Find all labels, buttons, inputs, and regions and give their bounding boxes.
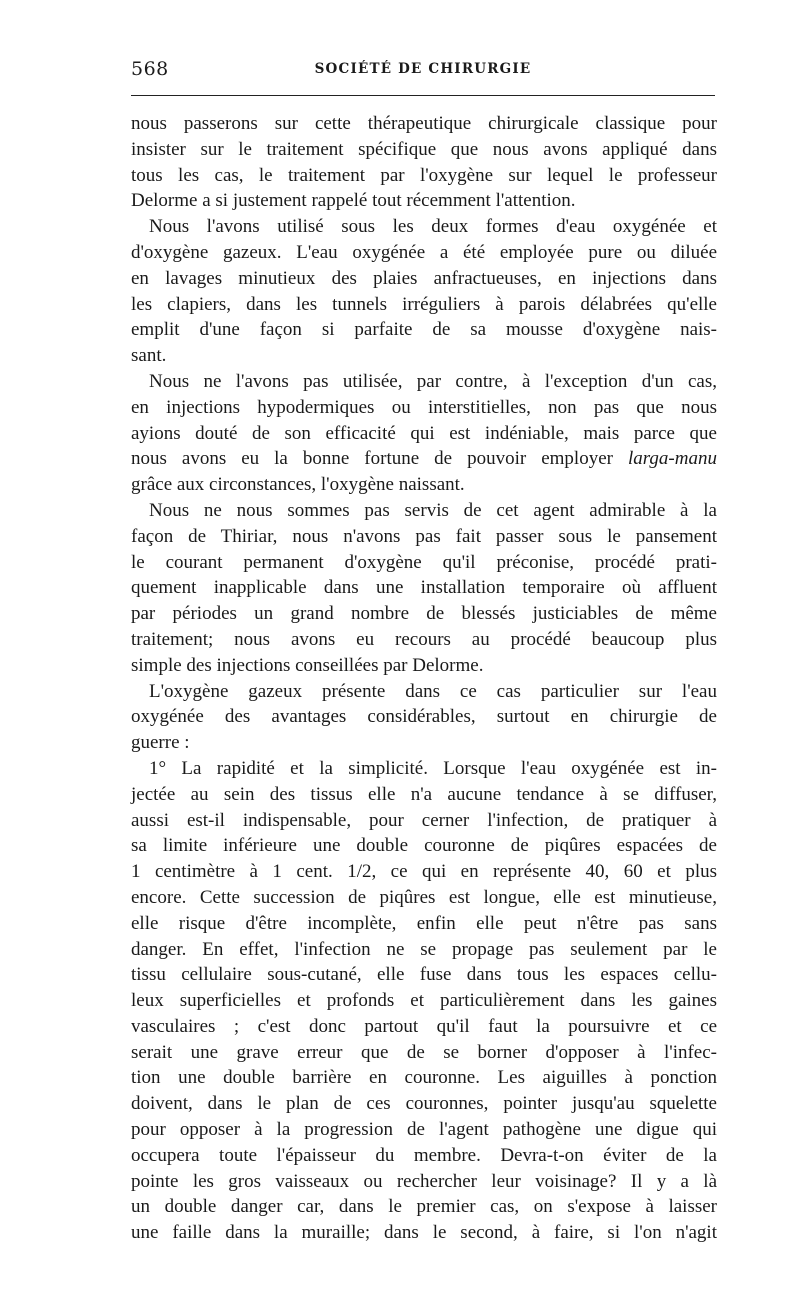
text-line: serait une grave erreur que de se borner d'opposer à l'infec- [131, 1041, 717, 1063]
text-line: nous passerons sur cette thérapeutique chirurgicale classique pour [131, 113, 717, 134]
text-line: traitement; nous avons eu recours au procédé beaucoup plus [131, 628, 717, 650]
text-line [131, 446, 717, 472]
text-line: occupera toute l'épaisseur du membre. Devra-t-on éviter de la [131, 1144, 717, 1166]
text-line: sant. [131, 345, 167, 367]
text-line: sa limite inférieure une double couronne de piqûres espacées de [131, 835, 717, 857]
text-line: emplit d'une façon si parfaite de sa mousse d'oxygène nais- [131, 319, 717, 341]
text-line: aussi est-il indispensable, pour cerner l'infection, de pratiquer à [131, 809, 717, 831]
text-line: simple des injections conseillées par Delorme. [131, 654, 484, 676]
text-line: par périodes un grand nombre de blessés justiciables de même [131, 603, 717, 625]
text-line: grâce aux circonstances, l'oxygène naissant. [131, 474, 465, 496]
page-number: 568 [131, 58, 169, 80]
text-line: en injections hypodermiques ou interstitielles, non pas que nous [131, 396, 717, 418]
text-line: pointe les gros vaisseaux ou rechercher leur voisinage? Il y a là [131, 1170, 717, 1192]
text-line: L'oxygène gazeux présente dans ce cas particulier sur l'eau [149, 680, 717, 702]
text-line: 1° La rapidité et la simplicité. Lorsque l'eau oxygénée est in- [149, 757, 717, 779]
text-line: guerre : [131, 732, 190, 754]
header-rule [131, 95, 715, 96]
text-line: façon de Thiriar, nous n'avons pas fait passer sous le pansement [131, 525, 717, 547]
text-line: une faille dans la muraille; dans le second, à faire, si l'on n'agit [131, 1222, 717, 1244]
text-line: d'oxygène gazeux. L'eau oxygénée a été employée pure ou diluée [131, 241, 717, 263]
text-line: tissu cellulaire sous-cutané, elle fuse dans tous les espaces cellu- [131, 964, 717, 986]
body-text [131, 111, 717, 1246]
text-line: un double danger car, dans le premier cas, on s'expose à laisser [131, 1196, 717, 1218]
text-line: insister sur le traitement spécifique que nous avons appliqué dans [131, 138, 717, 160]
text-line: 1 centimètre à 1 cent. 1/2, ce qui en représente 40, 60 et plus [131, 861, 717, 883]
page-header [131, 58, 715, 88]
text-line: tion une double barrière en couronne. Les aiguilles à ponction [131, 1067, 717, 1089]
text-line: elle risque d'être incomplète, enfin elle peut n'être pas sans [131, 912, 717, 934]
text-line: pour opposer à la progression de l'agent pathogène une digue qui [131, 1119, 717, 1141]
text-line: quement inapplicable dans une installation temporaire où affluent [131, 577, 717, 599]
text-line: Nous ne nous sommes pas servis de cet agent admirable à la [149, 499, 717, 521]
text-line-segment: nous avons eu la bonne fortune de pouvoir employer [131, 448, 613, 470]
text-line: Delorme a si justement rappelé tout récemment l'attention. [131, 190, 576, 212]
text-line: en lavages minutieux des plaies anfractueuses, en injections dans [131, 267, 717, 289]
text-line: le courant permanent d'oxygène qu'il préconise, procédé prati- [131, 551, 717, 573]
text-line: vasculaires ; c'est donc partout qu'il faut la poursuivre et ce [131, 1015, 717, 1037]
text-line: Nous ne l'avons pas utilisée, par contre, à l'exception d'un cas, [149, 370, 717, 392]
text-line: danger. En effet, l'infection ne se propage pas seulement par le [131, 938, 717, 960]
text-line: encore. Cette succession de piqûres est longue, elle est minutieuse, [131, 886, 717, 908]
running-title: SOCIÉTÉ DE CHIRURGIE [314, 61, 532, 77]
text-line: jectée au sein des tissus elle n'a aucune tendance à se diffuser, [131, 783, 717, 805]
text-line: ayions douté de son efficacité qui est indéniable, mais parce que [131, 422, 717, 444]
text-line: les clapiers, dans les tunnels irréguliers à parois délabrées qu'elle [131, 293, 717, 315]
text-line: Nous l'avons utilisé sous les deux formes d'eau oxygénée et [149, 216, 717, 238]
text-line: oxygénée des avantages considérables, surtout en chirurgie de [131, 706, 717, 728]
italic-phrase: larga-manu [627, 448, 717, 470]
text-line: leux superficielles et profonds et particulièrement dans les gaines [131, 990, 717, 1012]
text-line: doivent, dans le plan de ces couronnes, pointer jusqu'au squelette [131, 1093, 717, 1115]
text-line: tous les cas, le traitement par l'oxygène sur lequel le professeur [131, 164, 717, 186]
